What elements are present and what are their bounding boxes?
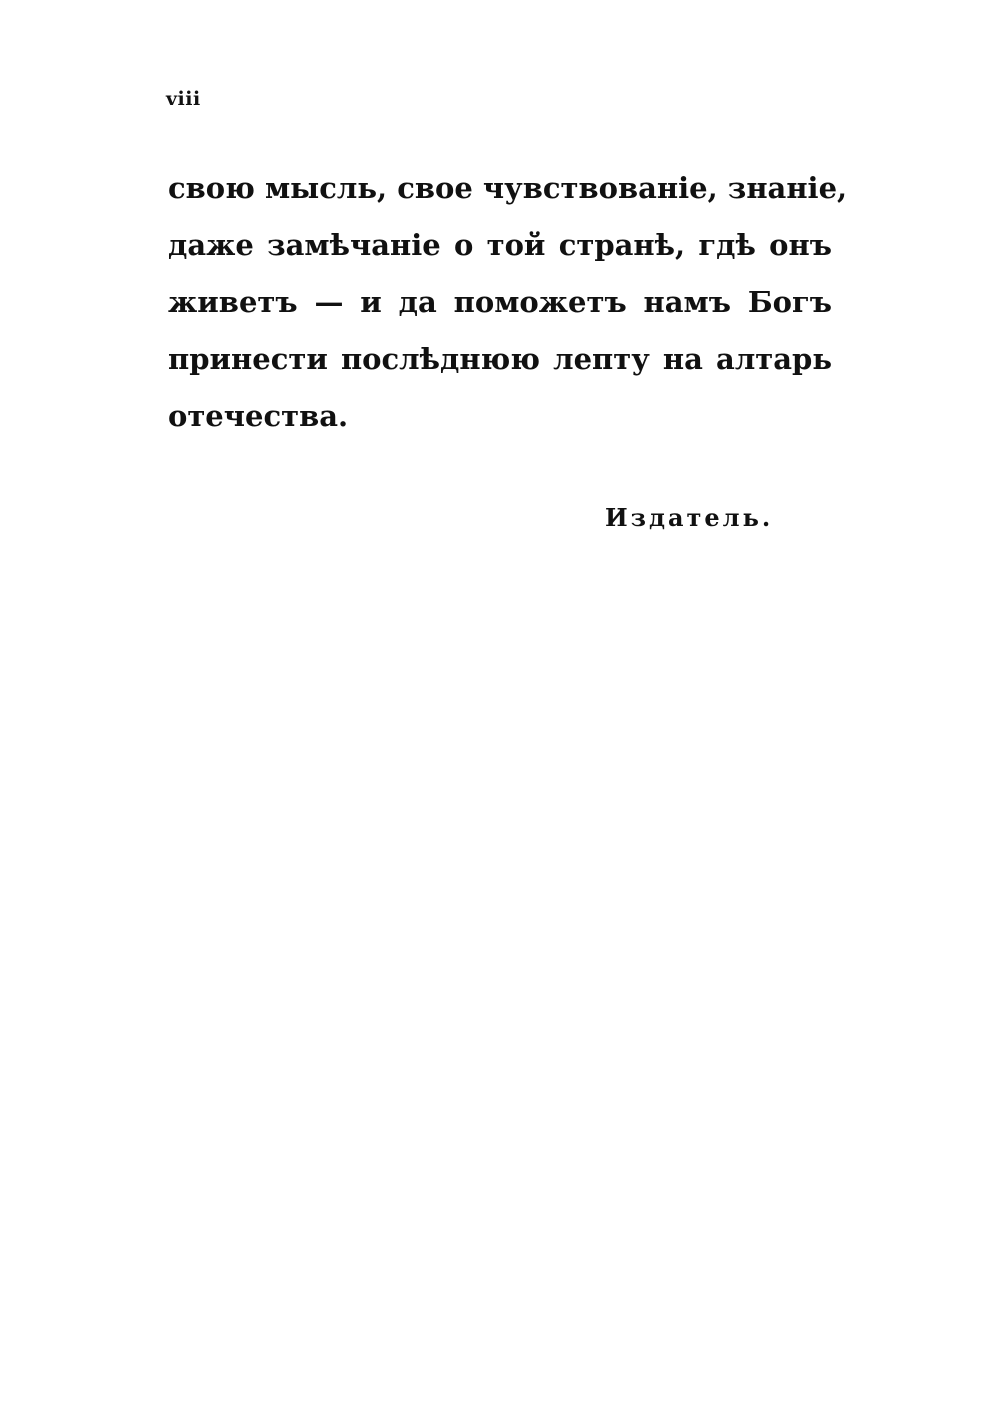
text-line: свою мысль, свое чувствованіе, знаніе, [168,171,848,205]
publisher-signature: Издатель. [605,503,774,532]
body-paragraph [168,160,848,445]
text-line: даже замѣчаніе о той странѣ, гдѣ онъ [168,228,832,262]
text-line: отечества. [168,399,349,433]
page-number: viii [166,88,201,110]
text-line: живетъ — и да поможетъ намъ Богъ [168,285,832,319]
text-line: принести послѣднюю лепту на алтарь [168,342,832,376]
